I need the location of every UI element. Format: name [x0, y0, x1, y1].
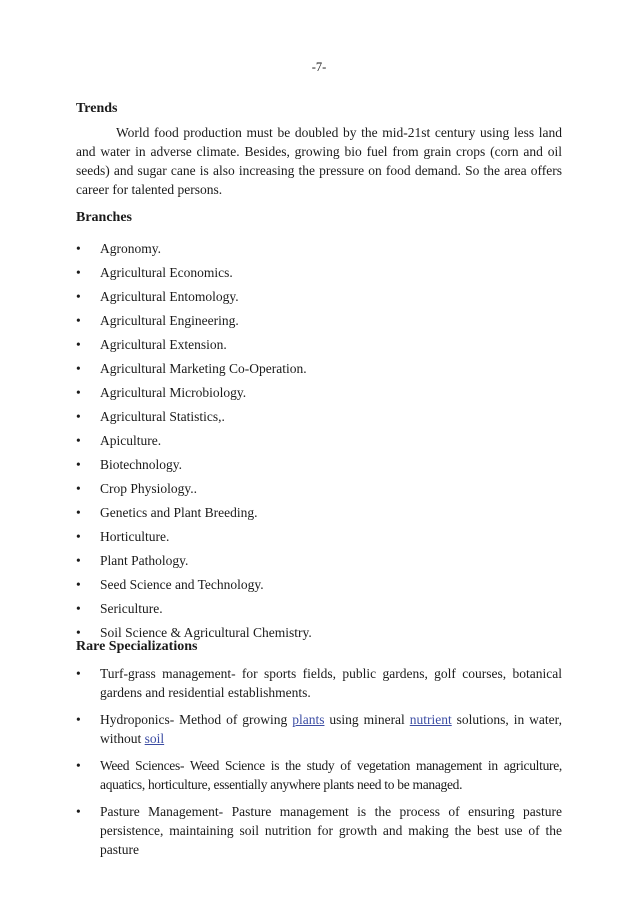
bullet-icon: •: [76, 457, 81, 472]
list-item: [76, 312, 562, 330]
list-item: [76, 552, 562, 570]
bullet-icon: •: [76, 313, 81, 328]
bullet-icon: •: [76, 712, 81, 727]
page-number: -7-: [311, 60, 327, 74]
list-item-text: Agricultural Economics.: [100, 265, 233, 280]
list-item-text: Apiculture.: [100, 433, 162, 448]
bullet-icon: •: [76, 265, 81, 280]
list-item-text: Pasture Management- Pasture management is the process of ensuring pasture persistence, maintaining soil nutrition for growth and making the best use of the pasture: [100, 804, 562, 857]
list-item: [76, 264, 562, 282]
hydroponics-text-start: Hydroponics- Method of growing: [100, 712, 293, 727]
list-item: [76, 480, 562, 498]
bullet-icon: •: [76, 529, 81, 544]
bullet-icon: •: [76, 289, 81, 304]
nutrient-link[interactable]: nutrient: [409, 712, 452, 727]
list-item-text: Agronomy.: [100, 241, 161, 256]
list-item-text: Agricultural Marketing Co-Operation.: [100, 361, 307, 376]
list-item: [76, 336, 562, 354]
branches-section: [76, 209, 562, 648]
list-item-text: Horticulture.: [100, 529, 170, 544]
list-item-text: Genetics and Plant Breeding.: [100, 505, 258, 520]
list-item: [76, 432, 562, 450]
list-item-text: Plant Pathology.: [100, 553, 189, 568]
hydroponics-text-end: solutions, in water, without: [100, 712, 562, 746]
bullet-icon: •: [76, 433, 81, 448]
list-item-text: Weed Sciences- Weed Science is the study of vegetation management in agriculture, aquatics, horticulture, essentially anywhere plants need to be managed.: [100, 758, 562, 792]
list-item-text: Agricultural Extension.: [100, 337, 227, 352]
branches-heading: Branches: [76, 210, 132, 225]
list-item: [76, 408, 562, 426]
bullet-icon: •: [76, 758, 81, 773]
list-item-text: Agricultural Statistics,.: [100, 409, 225, 424]
list-item: [76, 504, 562, 522]
bullet-icon: •: [76, 409, 81, 424]
bullet-icon: •: [76, 241, 81, 256]
bullet-icon: •: [76, 625, 81, 640]
list-item-text: Seed Science and Technology.: [100, 577, 264, 592]
list-item-text: Sericulture.: [100, 601, 163, 616]
rare-specializations-heading: Rare Specializations: [76, 639, 198, 654]
list-item: [76, 576, 562, 594]
list-item-text: Turf-grass management- for sports fields, public gardens, golf courses, botanical gardens and residential establishments.: [100, 666, 562, 700]
bullet-icon: •: [76, 577, 81, 592]
branches-list: [76, 240, 562, 642]
bullet-icon: •: [76, 666, 81, 681]
list-item-text: Agricultural Entomology.: [100, 289, 239, 304]
list-item: [76, 664, 562, 702]
list-item-text: Biotechnology.: [100, 457, 182, 472]
bullet-icon: •: [76, 361, 81, 376]
trends-paragraph: World food production must be doubled by the mid-21st century using less land and water in adverse climate. Besides, growing bio fuel from grain crops (corn and oil seeds) and sugar cane is also increasing the pressure on food demand. So the area offers career for talented persons.: [76, 125, 562, 197]
list-item: [76, 360, 562, 378]
bullet-icon: •: [76, 804, 81, 819]
list-item: [76, 528, 562, 546]
soil-link[interactable]: soil: [144, 731, 165, 746]
list-item-text: Crop Physiology..: [100, 481, 198, 496]
list-item-text: Agricultural Microbiology.: [100, 385, 247, 400]
trends-section: [76, 100, 562, 199]
rare-specializations-section: [76, 638, 562, 867]
list-item-text: Soil Science & Agricultural Chemistry.: [100, 625, 312, 640]
list-item: [76, 456, 562, 474]
list-item: [76, 384, 562, 402]
list-item: [76, 756, 562, 794]
trends-heading: Trends: [76, 101, 118, 116]
bullet-icon: •: [76, 601, 81, 616]
bullet-icon: •: [76, 385, 81, 400]
list-item-text: Agricultural Engineering.: [100, 313, 239, 328]
bullet-icon: •: [76, 481, 81, 496]
list-item: [76, 710, 562, 748]
bullet-icon: •: [76, 337, 81, 352]
list-item: [76, 802, 562, 859]
rare-specializations-list: [76, 664, 562, 859]
bullet-icon: •: [76, 553, 81, 568]
list-item: [76, 240, 562, 258]
hydroponics-text-middle: using mineral: [324, 712, 410, 727]
bullet-icon: •: [76, 505, 81, 520]
plants-link[interactable]: plants: [292, 712, 325, 727]
list-item: [76, 600, 562, 618]
list-item: [76, 288, 562, 306]
